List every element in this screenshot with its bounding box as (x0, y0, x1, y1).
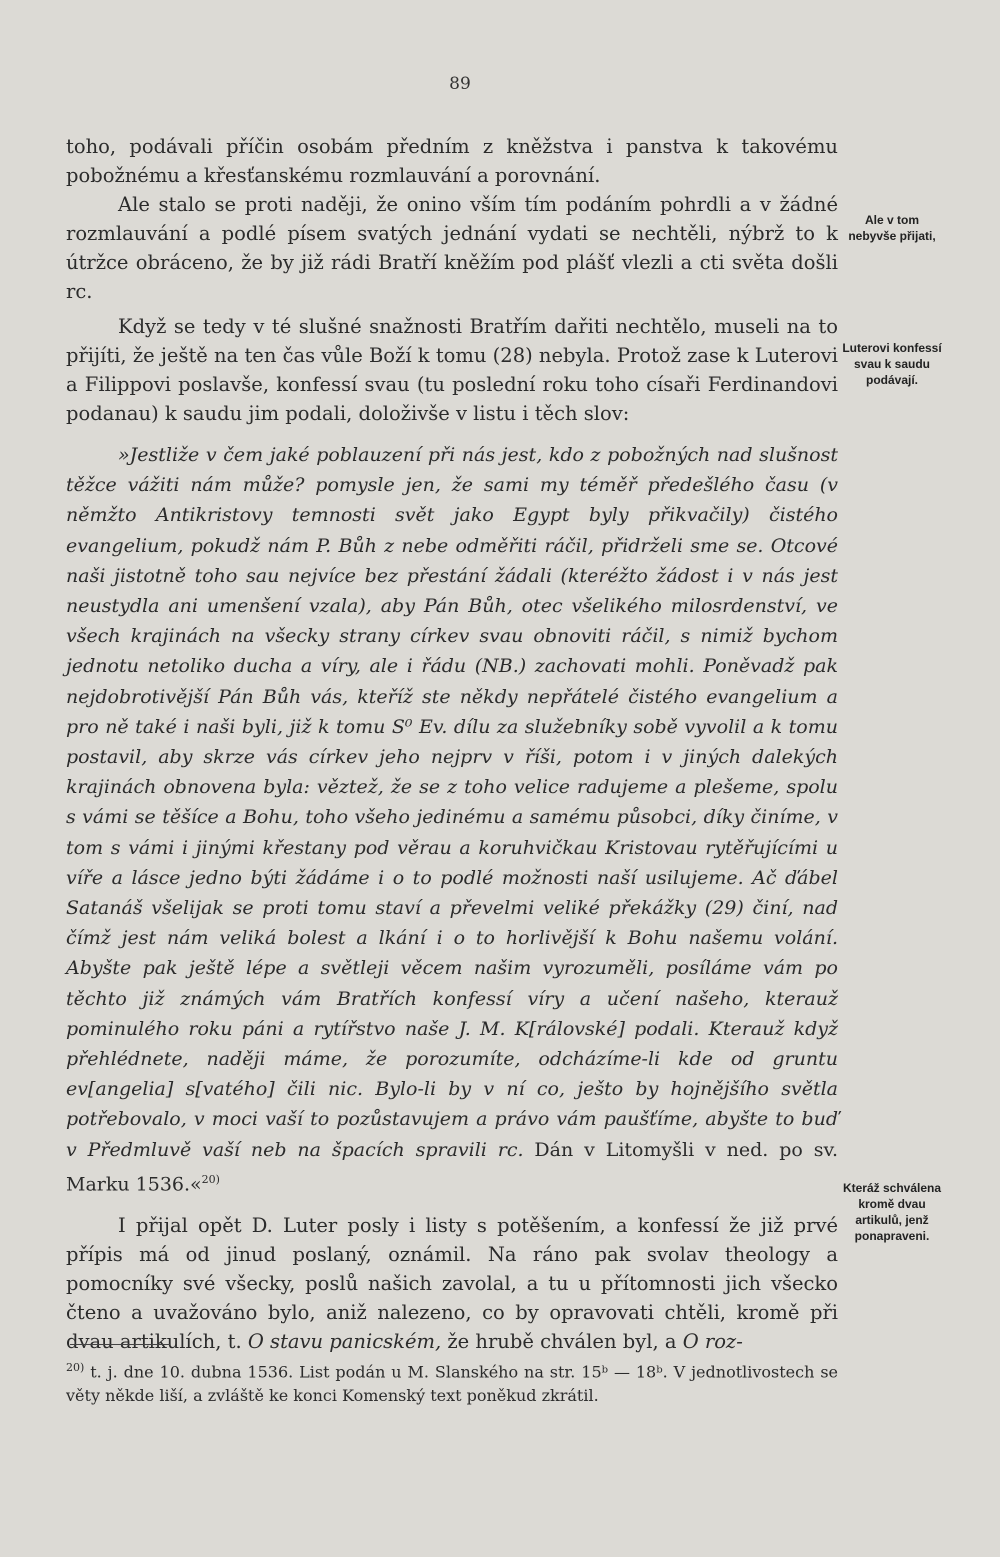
main-text (66, 132, 838, 1356)
quotation-text: »Jestliže v čem jaké poblauzení při nás jest, kdo z pobožných nad slušnost těžce vážiti nám může? pomysle jen, že sami my téměř předešlého času (v němžto Antikristovy temnosti svět jako Egypt byly přikvačily) čistého evangelium, pokudž nám P. Bůh z nebe odměřiti ráčil, přidrželi sme se. Otcové naši jistotně toho sau nejvíce bez přestání žádali (kteréžto žádost i v nás jest neustydla ani umenšení vzala), aby Pán Bůh, otec všelikého milosrdenství, ve všech krajinách na všecky strany církev svau obnoviti ráčil, s nimiž bychom jednotu netoliko ducha a víry, ale i řádu (NB.) zachovati mohli. Poněvadž pak nejdobrotivější Pán Bůh vás, kteříž ste někdy nepřátelé čistého evangelium a pro ně také i naši byli, již k tomu S⁰ Ev. dílu za služebníky sobě vyvolil a k tomu postavil, aby skrze vás církev jeho nejprv v říši, potom i v jiných dalekých krajinách obnovena byla: věztež, že se z toho velice radujeme a plešeme, spolu s vámi se těšíce a Bohu, toho všeho jedinému a samému působci, díky činíme, v tom s vámi i jinými křestany pod věrau a koruhvičkau Kristovau rytěřujícími u víře a lásce jedno býti žádáme i o to podlé možnosti naší usilujeme. Ač ďábel Satanáš všelijak se proti tomu staví a převelmi veliké překážky (29) činí, nad čímž jest nám veliká bolest a lkání i o to horlivější k Bohu našemu volání. Abyšte pak ještě lépe a světleji věcem našim vyrozuměli, posíláme vám po těchto již známých vám Bratřích konfessí víry a učení našeho, kterauž pominulého roku páni a rytířstvo naše J. M. K[rálovské] podali. Kterauž když přehlédnete, naději máme, že porozumíte, odcházíme-li kde od gruntu ev[angelia] s[vatého] čili nic. Bylo-li by v ní co, ješto by hojnějšího světla potřebovalo, v moci vaší to pozůstavujem a právo vám paušťíme, abyšte to buď v Předmluvě vaší neb na špacích spravili rc. (66, 444, 838, 1161)
paragraph-4-tail: že hrubě chválen byl, a (447, 1330, 677, 1354)
footnote-marker: 20) (66, 1361, 85, 1374)
quotation-closing: Dán v Litomyšli v ned. po sv. Marku 1536.« (66, 1138, 838, 1196)
footnote-reference: 20) (201, 1172, 220, 1186)
sidenote-1: Ale v tom nebyvše přijati, (848, 213, 936, 243)
quotation (66, 440, 838, 1199)
page-number: 89 (449, 74, 471, 94)
paragraph-2: Ale stalo se proti naději, že onino vším tím podáním pohrdli a v žádné rozmlauvání a podlé písem svatých jednání vydati se nechtěli, nýbrž to k útržce obráceno, že by již rádi Bratří kněžím pod plášť vlezli a cti světa došli rc. (66, 193, 838, 303)
sidenote-2: Luterovi konfessí svau k saudu podávají. (842, 341, 942, 387)
paragraph-4 (66, 1211, 838, 1356)
paragraph-3: Když se tedy v té slušné snažnosti Bratřím dařiti nechtělo, museli na to přijíti, že ještě na ten čas vůle Boží k tomu (28) nebyla. Protož zase k Luterovi a Filippovi poslavše, konfessí svau (tu poslední roku toho císaři Ferdinandovi podanau) k saudu jim podali, doloživše v listu i těch slov: (66, 315, 838, 425)
paragraph-4-italic-2: O roz- (682, 1330, 743, 1354)
paragraph-4-italic: O stavu panicském, (247, 1330, 442, 1354)
sidenote-3: Kteráž schválena kromě dvau artikulů, jenž ponapraveni. (842, 1181, 942, 1243)
paragraph-4-text: I přijal opět D. Luter posly i listy s potěšením, a konfessí že již prvé přípis má od jinud poslaný, oznámil. Na ráno pak svolav theology a pomocníky své všecky, poslů našich zavolal, a tu u přítomnosti jich všecko čteno a uvažováno bylo, aniž nalezeno, co by opravovati chtěli, kromě při dvau artikulích, t. (66, 1214, 838, 1354)
footnote-divider (70, 1344, 170, 1345)
paragraph-1: toho, podávali příčin osobám předním z kněžstva i panstva k takovému pobožnému a křesťanskému rozmlauvání a porovnání. (66, 135, 838, 187)
footnote-text: t. j. dne 10. dubna 1536. List podán u M. Slanského na str. 15ᵇ — 18ᵇ. V jednotlivostech se věty někde liší, a zvláště ke konci Komenský text poněkud zkrátil. (66, 1362, 838, 1406)
footnote (66, 1356, 838, 1408)
